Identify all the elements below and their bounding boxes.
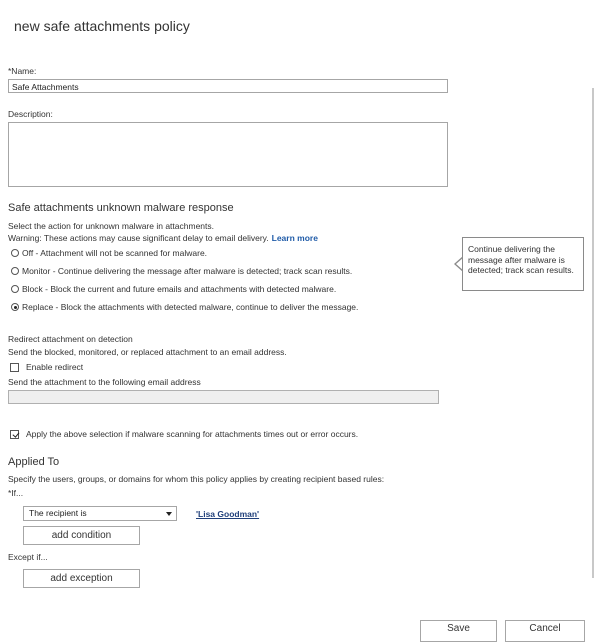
condition-select-value: The recipient is xyxy=(29,508,87,518)
applied-to-heading: Applied To xyxy=(8,456,60,468)
option-replace-label: Replace - Block the attachments with detected malware, continue to deliver the message. xyxy=(22,302,359,312)
learn-more-link[interactable]: Learn more xyxy=(271,233,318,243)
recipient-link[interactable]: 'Lisa Goodman' xyxy=(196,509,260,519)
enable-redirect[interactable] xyxy=(10,362,83,372)
option-replace[interactable] xyxy=(11,302,358,312)
chevron-down-icon xyxy=(166,512,172,516)
apply-timeout-checkbox[interactable] xyxy=(10,430,19,439)
option-monitor-label: Monitor - Continue delivering the message after malware is detected; track scan results. xyxy=(22,266,353,276)
name-label: *Name: xyxy=(8,66,37,76)
add-exception-button[interactable]: add exception xyxy=(23,569,140,588)
applied-to-description: Specify the users, groups, or domains for whom this policy applies by creating recipient based rules: xyxy=(8,474,385,484)
except-if-label: Except if... xyxy=(8,552,48,562)
option-off-label: Off - Attachment will not be scanned for malware. xyxy=(22,248,208,258)
enable-redirect-checkbox[interactable] xyxy=(10,363,19,372)
malware-response-intro: Select the action for unknown malware in attachments. xyxy=(8,221,214,231)
option-block[interactable] xyxy=(11,284,336,294)
page-title: new safe attachments policy xyxy=(14,18,190,34)
option-off-radio[interactable] xyxy=(11,249,19,257)
redirect-email-input[interactable] xyxy=(8,390,439,404)
apply-timeout[interactable] xyxy=(10,429,358,439)
cancel-button[interactable]: Cancel xyxy=(505,620,585,642)
option-off[interactable] xyxy=(11,248,207,258)
malware-response-heading: Safe attachments unknown malware response xyxy=(8,202,234,214)
redirect-email-label: Send the attachment to the following email address xyxy=(8,377,201,387)
option-monitor[interactable] xyxy=(11,266,352,276)
description-label: Description: xyxy=(8,109,53,119)
redirect-description: Send the blocked, monitored, or replaced attachment to an email address. xyxy=(8,347,287,357)
option-block-radio[interactable] xyxy=(11,285,19,293)
option-monitor-radio[interactable] xyxy=(11,267,19,275)
name-input[interactable]: Safe Attachments xyxy=(8,79,448,93)
enable-redirect-label: Enable redirect xyxy=(26,362,84,372)
redirect-heading: Redirect attachment on detection xyxy=(8,334,133,344)
scrollbar[interactable] xyxy=(592,88,594,578)
condition-select[interactable] xyxy=(23,506,177,521)
if-label: *If... xyxy=(8,488,24,498)
malware-response-warning-line xyxy=(8,233,318,243)
option-tooltip: Continue delivering the message after malware is detected; track scan results. xyxy=(462,237,584,291)
description-input[interactable] xyxy=(8,122,448,187)
add-condition-button[interactable]: add condition xyxy=(23,526,140,545)
apply-timeout-label: Apply the above selection if malware scanning for attachments times out or error occurs. xyxy=(26,429,359,439)
option-block-label: Block - Block the current and future emails and attachments with detected malware. xyxy=(22,284,337,294)
malware-response-warning: Warning: These actions may cause significant delay to email delivery. xyxy=(8,233,269,243)
save-button[interactable]: Save xyxy=(420,620,497,642)
option-replace-radio[interactable] xyxy=(11,303,19,311)
